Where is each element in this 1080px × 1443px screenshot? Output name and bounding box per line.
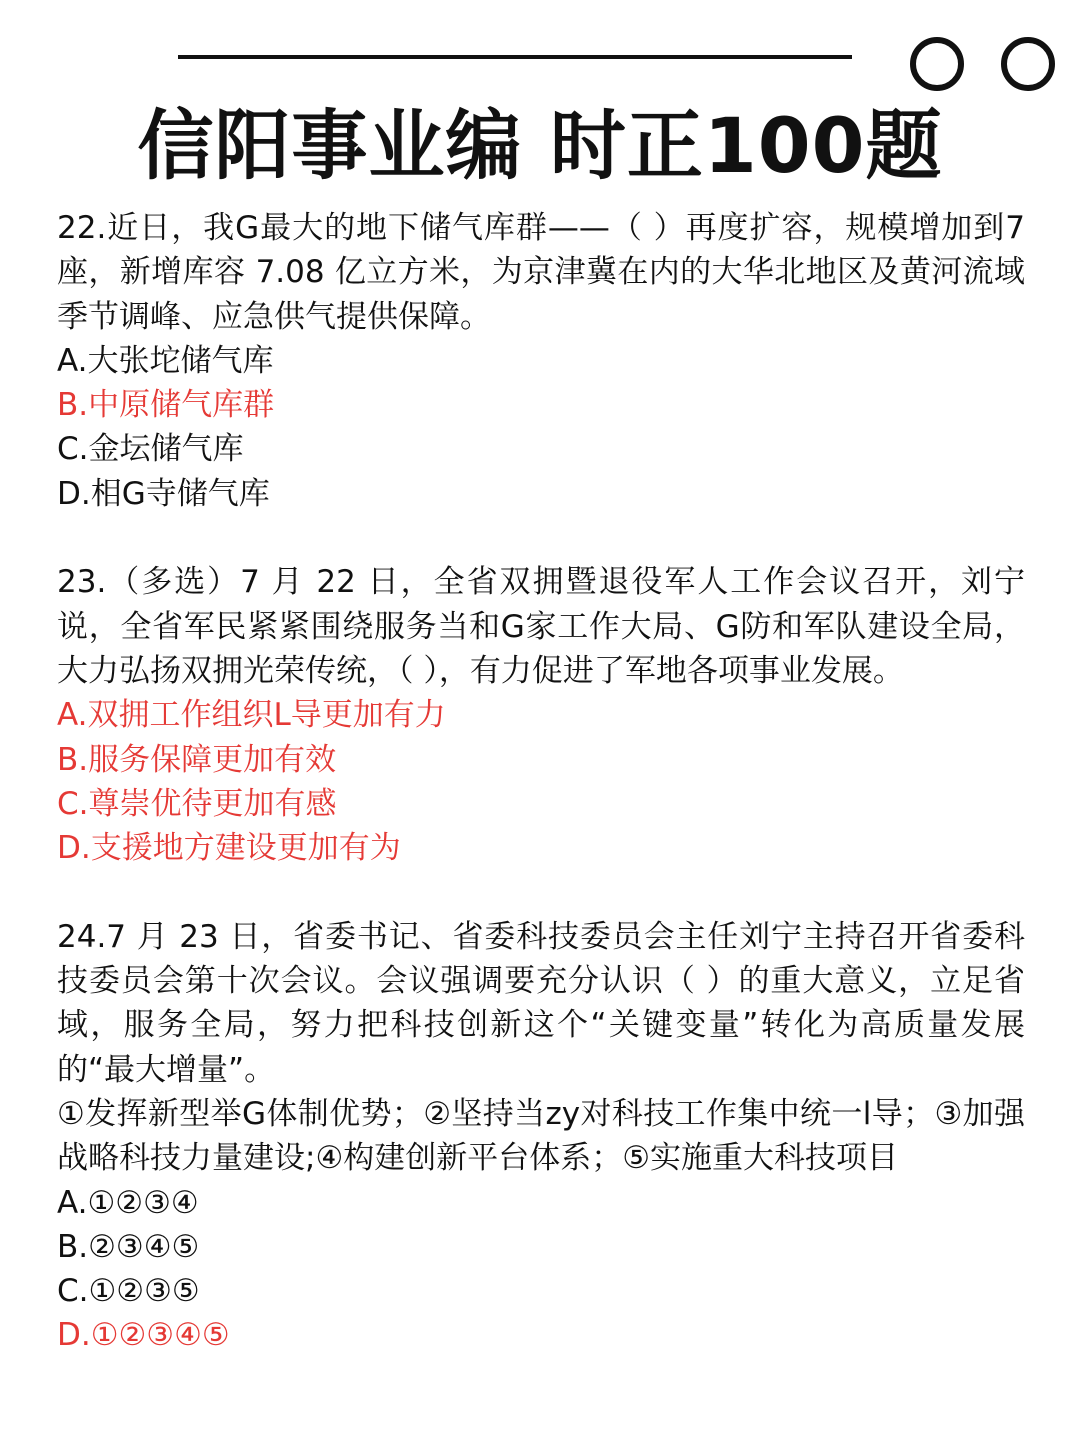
option-c: C.①②③⑤ bbox=[57, 1273, 200, 1310]
question-list bbox=[57, 206, 1025, 1358]
circle-decoration-icon bbox=[910, 37, 964, 91]
option-b-correct: B.服务保障更加有效 bbox=[57, 741, 337, 778]
question-22 bbox=[57, 206, 1025, 516]
option-b-correct: B.中原储气库群 bbox=[57, 387, 275, 424]
question-items: ①发挥新型举G体制优势；②坚持当zy对科技工作集中统一l导；③加强战略科技力量建设;④构建创新平台体系；⑤实施重大科技项目 bbox=[57, 1095, 1025, 1177]
question-spacer bbox=[57, 516, 1025, 560]
question-stem: 23.（多选）7 月 22 日，全省双拥暨退役军人工作会议召开，刘宁说，全省军民紧紧围绕服务当和G家工作大局、G防和军队建设全局，大力弘扬双拥光荣传统，（ ），有力促进了军地各项事业发展。 bbox=[57, 564, 1025, 689]
question-spacer bbox=[57, 870, 1025, 914]
question-23 bbox=[57, 560, 1025, 870]
top-divider-line bbox=[178, 55, 852, 59]
option-d: D.相G寺储气库 bbox=[57, 475, 270, 512]
page-title: 信阳事业编 时正100题 bbox=[137, 101, 943, 190]
question-24 bbox=[57, 915, 1025, 1358]
option-d-correct: D.①②③④⑤ bbox=[57, 1317, 230, 1354]
option-a: A.大张坨储气库 bbox=[57, 342, 274, 379]
option-b: B.②③④⑤ bbox=[57, 1228, 200, 1265]
option-c-correct: C.尊崇优待更加有感 bbox=[57, 785, 337, 822]
option-c: C.金坛储气库 bbox=[57, 431, 244, 468]
question-stem: 24.7 月 23 日，省委书记、省委科技委员会主任刘宁主持召开省委科技委员会第十次会议。会议强调要充分认识（ ）的重大意义，立足省域，服务全局，努力把科技创新这个“关键变量”转化为高质量发展的“最大增量”。 bbox=[57, 918, 1025, 1088]
option-a-correct: A.双拥工作组织L导更加有力 bbox=[57, 697, 446, 734]
circle-decoration-icon bbox=[1001, 37, 1055, 91]
option-a: A.①②③④ bbox=[57, 1184, 199, 1221]
question-stem: 22.近日，我G最大的地下储气库群——（ ）再度扩容，规模增加到7 座，新增库容 7.08 亿立方米，为京津冀在内的大华北地区及黄河流域季节调峰、应急供气提供保障。 bbox=[57, 210, 1025, 335]
option-d-correct: D.支援地方建设更加有为 bbox=[57, 830, 401, 867]
